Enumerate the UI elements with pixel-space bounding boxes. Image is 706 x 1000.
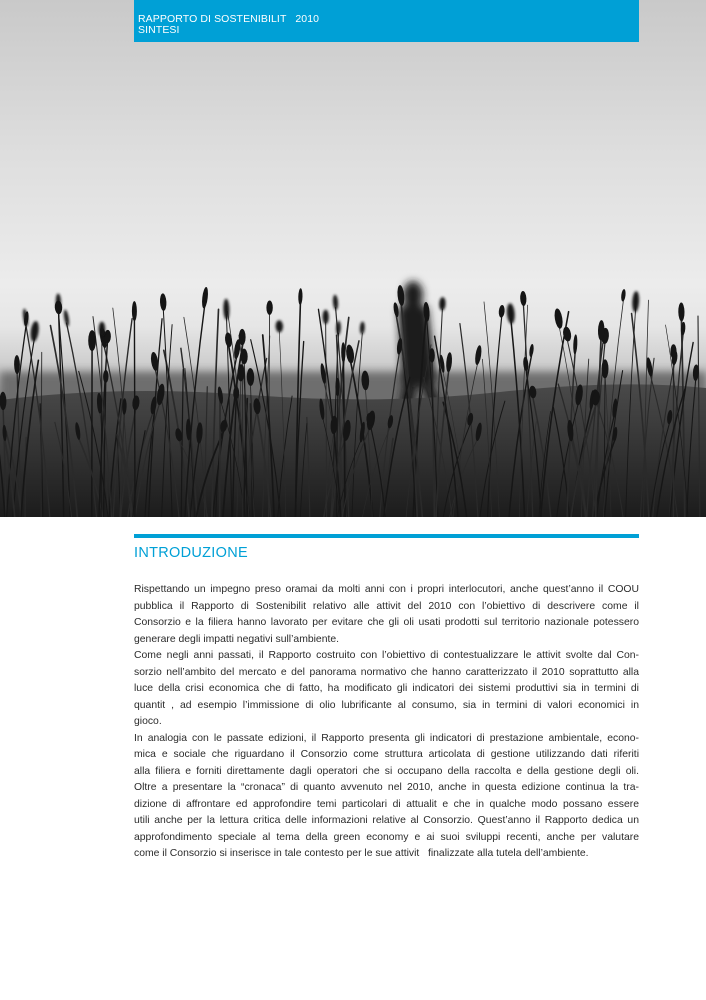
introduction-text [134, 582, 639, 863]
section-title: INTRODUZIONE [134, 545, 248, 561]
report-subtitle: SINTESI [138, 24, 180, 36]
paragraph-line: mica e sociale che riguardano il Consorzio come struttura articolata di gestione utilizzando dati riferiti [134, 749, 639, 760]
paragraph-line: Come negli anni passati, il Rapporto costruito con l’obiettivo di contestualizzare le attivit svolte dal Con- [134, 650, 639, 661]
paragraph-line: alla filiera e forniti direttamente dagli operatori che si occupano della raccolta e della gestione degli oli. [134, 765, 639, 777]
report-header [134, 0, 639, 42]
section-divider [134, 534, 639, 538]
paragraph-line: come il Consorzio si inserisce in tale contesto per le sue attivit finalizzate alla tutela dell’ambiente. [134, 848, 589, 859]
paragraph-line: pubblica il Rapporto di Sostenibilit relativo alle attivit del 2010 con l’obiettivo di descrivere come il [134, 600, 639, 612]
paragraph-line: dizione di affrontare ed approfondire temi particolari di attualit e che in qualche modo possano essere [134, 798, 639, 810]
report-title: RAPPORTO DI SOSTENIBILIT 2010 [138, 13, 320, 25]
paragraph-line: Rispettando un impegno preso oramai da molti anni con i propri interlocutori, anche quest’anno il COOU [134, 584, 639, 595]
paragraph-line: generare degli impatti negativi sull’ambiente. [134, 633, 340, 645]
paragraph-line: Oltre a presentare la “cronaca” di quanto avvenuto nel 2010, anche in questa edizione continua la tra- [134, 782, 639, 793]
paragraph-line: quantit , ad esempio l’immissione di olio lubrificante al consumo, sia in termini di valori economici in [134, 699, 639, 711]
paragraph-line: gioco. [134, 716, 162, 727]
paragraph-line: Consorzio e la filiera hanno lavorato per evitare che gli oli usati prodotti sul territorio nazionale potessero [134, 617, 639, 628]
paragraph-line: approfondimento speciale al tema della green economy e ai suoi sviluppi recenti, anche per valutare [134, 831, 639, 843]
paragraph-line: utili anche per la lettura critica delle informazioni relative al Consorzio. Quest’anno il Rapporto dedica un [134, 815, 639, 826]
paragraph-line: luce della crisi economica che di fatto, ha modificato gli indicatori dei sistemi produttivi sia in termini di [134, 683, 639, 694]
paragraph-line: In analogia con le passate edizioni, il Rapporto presenta gli indicatori di prestazione ambientale, econo- [134, 732, 639, 744]
paragraph-line: sorzio nell’ambito del mercato e del panorama normativo che hanno caratterizzato il 2010 soprattutto alla [134, 666, 639, 678]
